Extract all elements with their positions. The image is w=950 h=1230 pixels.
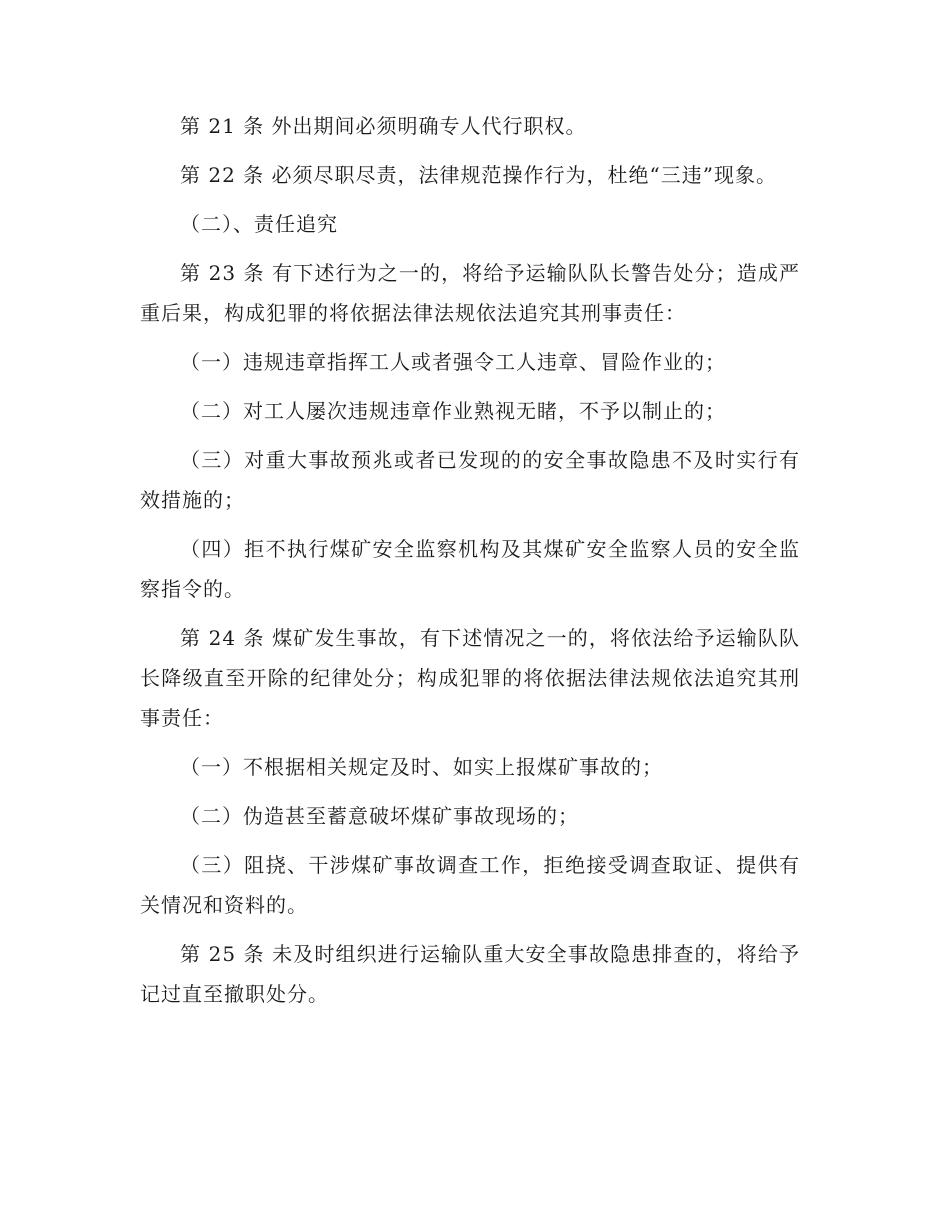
article-23-item-3: （三）对重大事故预兆或者已发现的的安全事故隐患不及时实行有效措施的；	[140, 448, 800, 512]
section-heading-liability: （二）、责任追究	[180, 212, 338, 236]
document-body	[140, 106, 800, 1014]
article-24-item-2: （二）伪造甚至蓄意破坏煤矿事故现场的；	[180, 804, 579, 828]
article-24: 第 24 条 煤矿发生事故，有下述情况之一的，将依法给予运输队队长降级直至开除的纪律处分；构成犯罪的将依据法律法规依法追究其刑事责任：	[140, 626, 800, 730]
article-23-item-1: （一）违规违章指挥工人或者强令工人违章、冒险作业的；	[180, 350, 726, 374]
article-24-item-1: （一）不根据相关规定及时、如实上报煤矿事故的；	[180, 755, 663, 779]
article-23-item-4: （四）拒不执行煤矿安全监察机构及其煤矿安全监察人员的安全监察指令的。	[140, 537, 800, 601]
article-25: 第 25 条 未及时组织进行运输队重大安全事故隐患排查的，将给予记过直至撤职处分。	[140, 942, 800, 1006]
article-21: 第 21 条 外出期间必须明确专人代行职权。	[180, 114, 587, 138]
article-22: 第 22 条 必须尽职尽责，法律规范操作行为，杜绝“三违”现象。	[180, 163, 777, 187]
article-23-item-2: （二）对工人屡次违规违章作业熟视无睹，不予以制止的；	[180, 399, 726, 423]
article-23: 第 23 条 有下述行为之一的，将给予运输队队长警告处分；造成严重后果，构成犯罪的将依据法律法规依法追究其刑事责任：	[140, 261, 800, 325]
article-24-item-3: （三）阻挠、干涉煤矿事故调查工作，拒绝接受调查取证、提供有关情况和资料的。	[140, 853, 800, 917]
